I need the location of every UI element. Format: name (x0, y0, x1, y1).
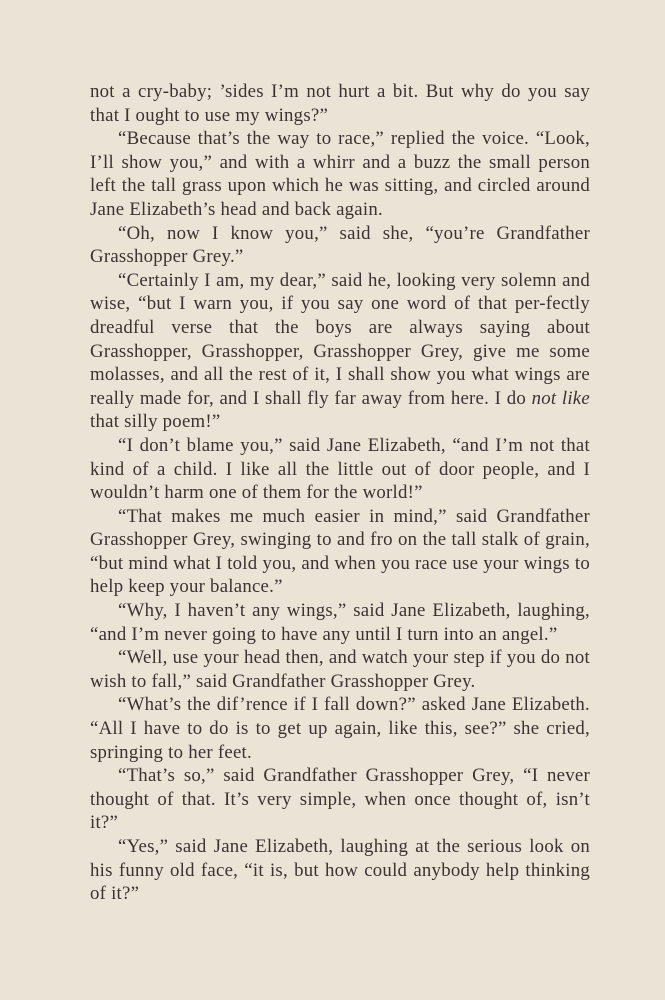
paragraph-9: “What’s the dif’rence if I fall down?” asked Jane Elizabeth. “All I have to do is to get up again, like this, see?” she cried, springing to her feet. (90, 694, 590, 763)
paragraph-11: “Yes,” said Jane Elizabeth, laughing at the serious look on his funny old face, “it is, but how could anybody help thinking of it?” (90, 836, 590, 905)
paragraph-10: “That’s so,” said Grandfather Grasshopper Grey, “I never thought of that. It’s very simple, when once thought of, isn’t it?” (90, 765, 590, 834)
paragraph-6: “That makes me much easier in mind,” said Grandfather Grasshopper Grey, swinging to and fro on the tall stalk of grain, “but mind what I told you, and when you race use your wings to help keep your balance.” (90, 505, 590, 598)
paragraph-5: “I don’t blame you,” said Jane Elizabeth, “and I’m not that kind of a child. I like all the little out of door people, and I wouldn’t harm one of them for the world!” (90, 434, 590, 504)
paragraph-4 (90, 269, 590, 434)
paragraph-7: “Why, I haven’t any wings,” said Jane Elizabeth, laughing, “and I’m never going to have any until I turn into an angel.” (90, 600, 590, 645)
paragraph-3: “Oh, now I know you,” said she, “you’re Grandfather Grasshopper Grey.” (90, 222, 590, 268)
paragraph-4-emphasis: not like (531, 387, 590, 409)
paragraph-8: “Well, use your head then, and watch your step if you do not wish to fall,” said Grandfather Grasshopper Grey. (90, 647, 590, 692)
paragraph-4-text-before: “Certainly I am, my dear,” said he, looking very solemn and wise, “but I warn you, if you say one word of that per-fectly dreadful verse that the boys are always saying about Grasshopper, Grasshopper, Grasshopper Grey, give me some molasses, and all the rest of it, I shall show you what wings are really made for, and I shall fly far away from here. I do (90, 269, 590, 409)
paragraph-4-text-after: that silly poem!” (90, 411, 221, 433)
body-text (90, 80, 590, 906)
paragraph-1: not a cry-baby; ’sides I’m not hurt a bit. But why do you say that I ought to use my wings?” (90, 81, 590, 126)
paragraph-2: “Because that’s the way to race,” replied the voice. “Look, I’ll show you,” and with a whirr and a buzz the small person left the tall grass upon which he was sitting, and circled around Jane Elizabeth’s head and back again. (90, 128, 590, 220)
